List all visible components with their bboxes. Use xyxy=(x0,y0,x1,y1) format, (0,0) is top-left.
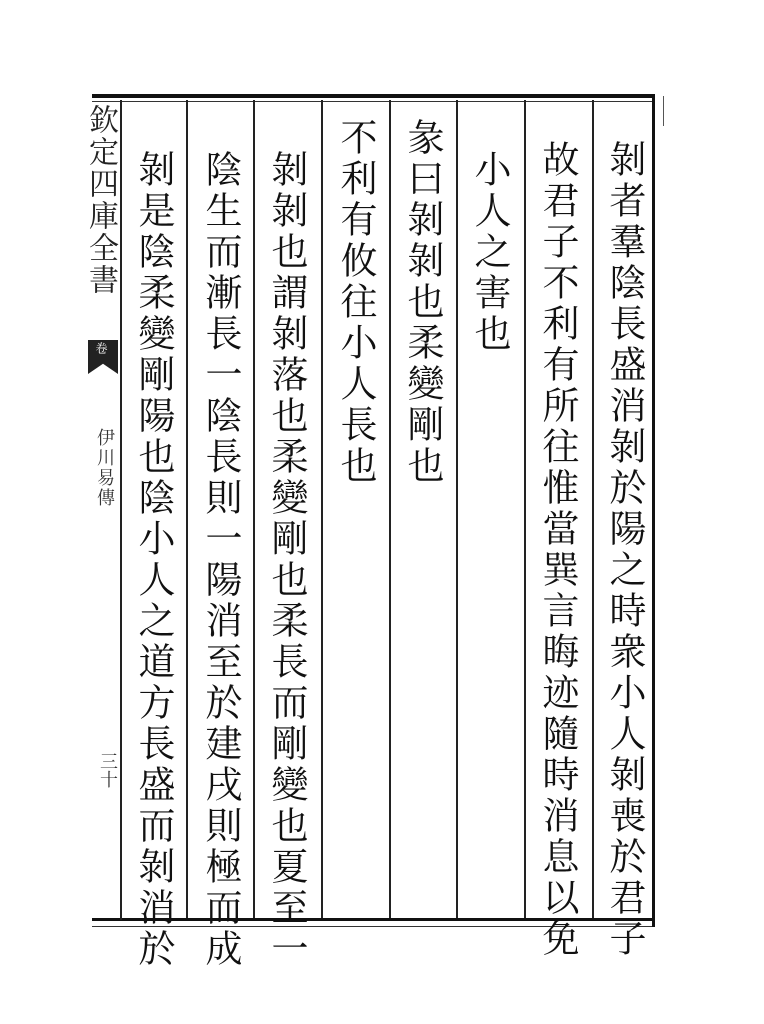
text-column-8: 剝是陰柔變剛陽也陰小人之道方長盛而剝消於 xyxy=(132,150,175,970)
column-divider xyxy=(253,100,255,918)
text-column-7: 陰生而漸長一陰長則一陽消至於建戌則極而成 xyxy=(199,150,242,970)
margin-page-number: 三十 xyxy=(97,752,118,788)
frame-top-inner-border xyxy=(92,101,654,102)
column-divider xyxy=(389,100,391,918)
frame-top-border xyxy=(92,94,654,98)
column-divider xyxy=(456,100,458,918)
frame-right-tick xyxy=(663,96,664,126)
column-divider xyxy=(592,100,594,918)
text-column-5: 不利有攸往小人長也 xyxy=(334,118,377,487)
text-column-4: 彖曰剝剝也柔變剛也 xyxy=(401,118,444,487)
frame-right-border xyxy=(652,94,655,927)
frame-left-border xyxy=(120,100,122,920)
text-column-2: 故君子不利有所往惟當巽言晦迹隨時消息以免 xyxy=(536,140,579,960)
text-column-6: 剝剝也謂剝落也柔變剛也柔長而剛變也夏至一 xyxy=(265,150,308,970)
margin-title: 欽定四庫全書 xyxy=(83,104,118,296)
margin-volume: 卷 xyxy=(94,342,108,354)
column-divider xyxy=(524,100,526,918)
column-divider xyxy=(321,100,323,918)
margin-book-title: 伊川易傳 xyxy=(94,428,115,508)
column-divider xyxy=(186,100,188,918)
text-column-1: 剝者羣陰長盛消剝於陽之時衆小人剝喪於君子 xyxy=(603,140,646,960)
text-column-3: 小人之害也 xyxy=(468,150,511,355)
